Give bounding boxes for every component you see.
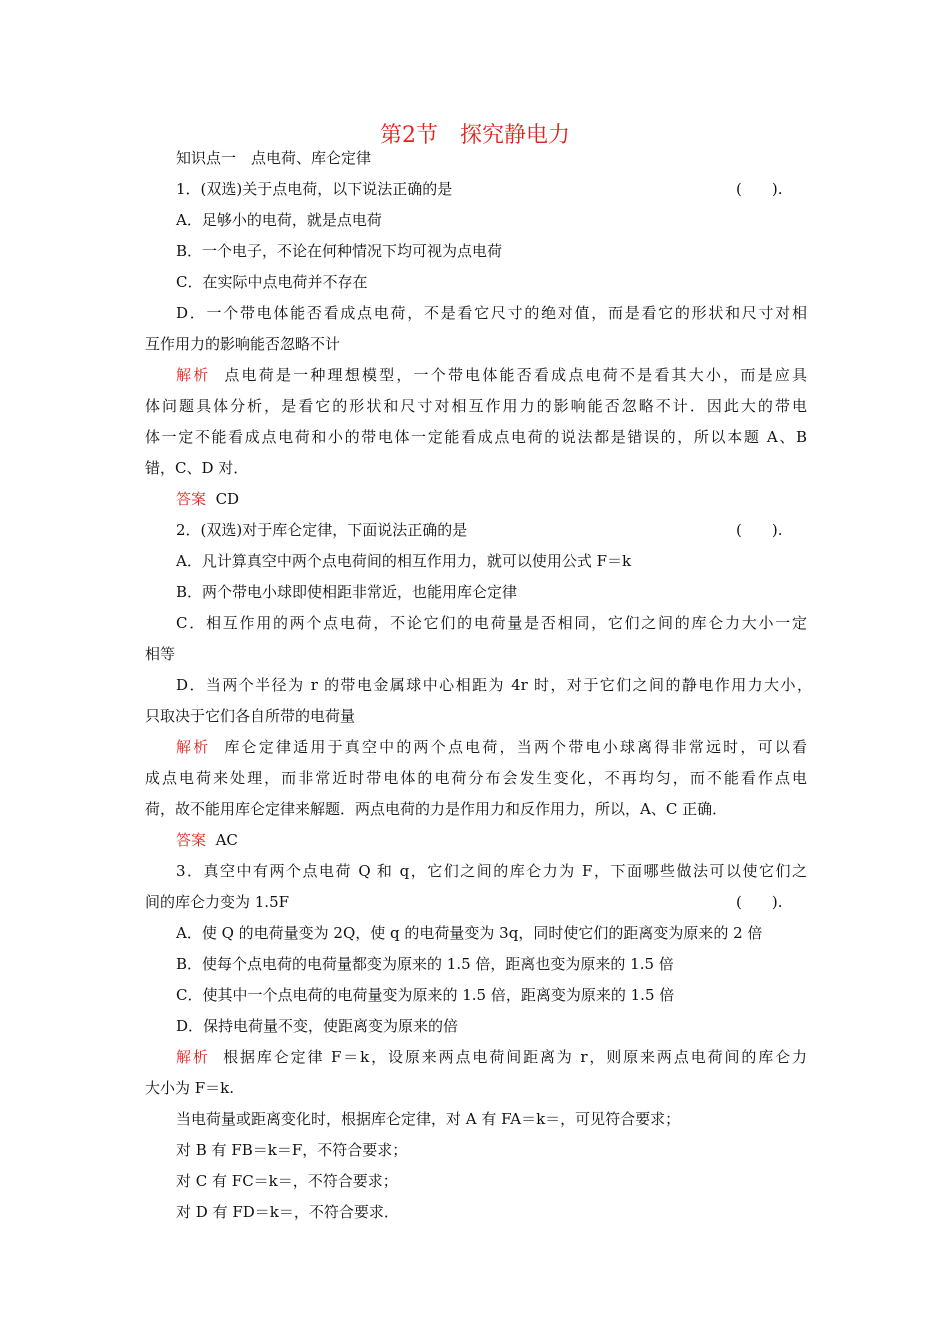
q1-stem: 1．(双选)关于点电荷，以下说法正确的是 [176, 180, 453, 198]
q3-stem-line2: 间的库仑力变为 1.5F [145, 893, 290, 911]
q2-analysis-line1 [176, 736, 807, 758]
analysis-label: 解析 [176, 738, 211, 756]
q1-option-b: B．一个电子，不论在何种情况下均可视为点电荷 [176, 242, 503, 260]
q2-option-a: A．凡计算真空中两个点电荷间的相互作用力，就可以使用公式 F＝k [176, 552, 632, 570]
answer-label: 答案 [176, 831, 207, 849]
answer-label: 答案 [176, 490, 207, 508]
q3-analysis-line5: 对 C 有 FC＝k＝，不符合要求； [176, 1172, 398, 1190]
q3-stem-line1: 3．真空中有两个点电荷 Q 和 q，它们之间的库仑力为 F，下面哪些做法可以使它们之 [176, 862, 807, 880]
q1-answer-line [176, 488, 838, 510]
q1-answer-blank: ( ). [736, 180, 783, 198]
q3-analysis-line3: 当电荷量或距离变化时，根据库仑定律，对 A 有 FA＝k＝，可见符合要求； [176, 1110, 681, 1128]
q1-analysis-line4: 错，C、D 对． [145, 459, 249, 477]
q3-analysis-line6: 对 D 有 FD＝k＝，不符合要求． [176, 1203, 399, 1221]
q2-analysis-text: 库仑定律适用于真空中的两个点电荷，当两个带电小球离得非常远时，可以看 [224, 738, 807, 756]
q1-answer-value: CD [215, 490, 240, 508]
q3-analysis-text: 根据库仑定律 F＝k，设原来两点电荷间距离为 r，则原来两点电荷间的库仑力 [223, 1048, 807, 1066]
q2-stem: 2．(双选)对于库仑定律，下面说法正确的是 [176, 521, 468, 539]
q3-analysis-line1 [176, 1046, 807, 1068]
q1-analysis-text: 点电荷是一种理想模型，一个带电体能否看成点电荷不是看其大小，而是应具 [224, 366, 807, 384]
q3-option-a: A．使 Q 的电荷量变为 2Q，使 q 的电荷量变为 3q，同时使它们的距离变为原来的 2 倍 [176, 924, 763, 942]
q2-option-d-line1: D．当两个半径为 r 的带电金属球中心相距为 4r 时，对于它们之间的静电作用力大小， [176, 676, 812, 694]
q1-analysis-line1 [176, 364, 807, 386]
q1-analysis-line2: 体问题具体分析，是看它的形状和尺寸对相互作用力的影响能否忽略不计．因此大的带电 [145, 397, 807, 415]
q3-option-d: D．保持电荷量不变，使距离变为原来的倍 [176, 1017, 459, 1035]
page-title: 第2节 探究静电力 [380, 123, 570, 148]
q1-analysis-line3: 体一定不能看成点电荷和小的带电体一定能看成点电荷的说法都是错误的，所以本题 A、B [145, 428, 807, 446]
q3-option-b: B．使每个点电荷的电荷量都变为原来的 1.5 倍，距离也变为原来的 1.5 倍 [176, 955, 674, 973]
analysis-label: 解析 [176, 366, 211, 384]
q1-option-d-line2: 互作用力的影响能否忽略不计 [145, 335, 341, 353]
q3-answer-blank: ( ). [736, 893, 783, 911]
analysis-label: 解析 [176, 1048, 210, 1066]
q2-analysis-line2: 成点电荷来处理，而非常近时带电体的电荷分布会发生变化，不再均匀，而不能看作点电 [145, 769, 807, 787]
section-heading: 知识点一 点电荷、库仑定律 [176, 149, 372, 167]
q1-option-a: A．足够小的电荷，就是点电荷 [176, 211, 382, 229]
q2-option-c-line1: C．相互作用的两个点电荷，不论它们的电荷量是否相同，它们之间的库仑力大小一定 [176, 614, 807, 632]
q2-option-b: B．两个带电小球即使相距非常近，也能用库仑定律 [176, 583, 518, 601]
q3-option-c: C．使其中一个点电荷的电荷量变为原来的 1.5 倍，距离变为原来的 1.5 倍 [176, 986, 675, 1004]
q2-answer-line [176, 829, 838, 851]
q3-analysis-line2: 大小为 F＝k. [145, 1079, 235, 1097]
q2-answer-value: AC [215, 831, 238, 849]
q1-option-d-line1: D．一个带电体能否看成点电荷，不是看它尺寸的绝对值，而是看它的形状和尺寸对相 [176, 304, 807, 322]
q1-option-c: C．在实际中点电荷并不存在 [176, 273, 368, 291]
q2-option-c-line2: 相等 [145, 645, 176, 663]
q2-analysis-line3: 荷，故不能用库仑定律来解题．两点电荷的力是作用力和反作用力，所以，A、C 正确． [145, 800, 728, 818]
q2-option-d-line2: 只取决于它们各自所带的电荷量 [145, 707, 356, 725]
q2-answer-blank: ( ). [736, 521, 783, 539]
q3-analysis-line4: 对 B 有 FB＝k＝F，不符合要求； [176, 1141, 408, 1159]
